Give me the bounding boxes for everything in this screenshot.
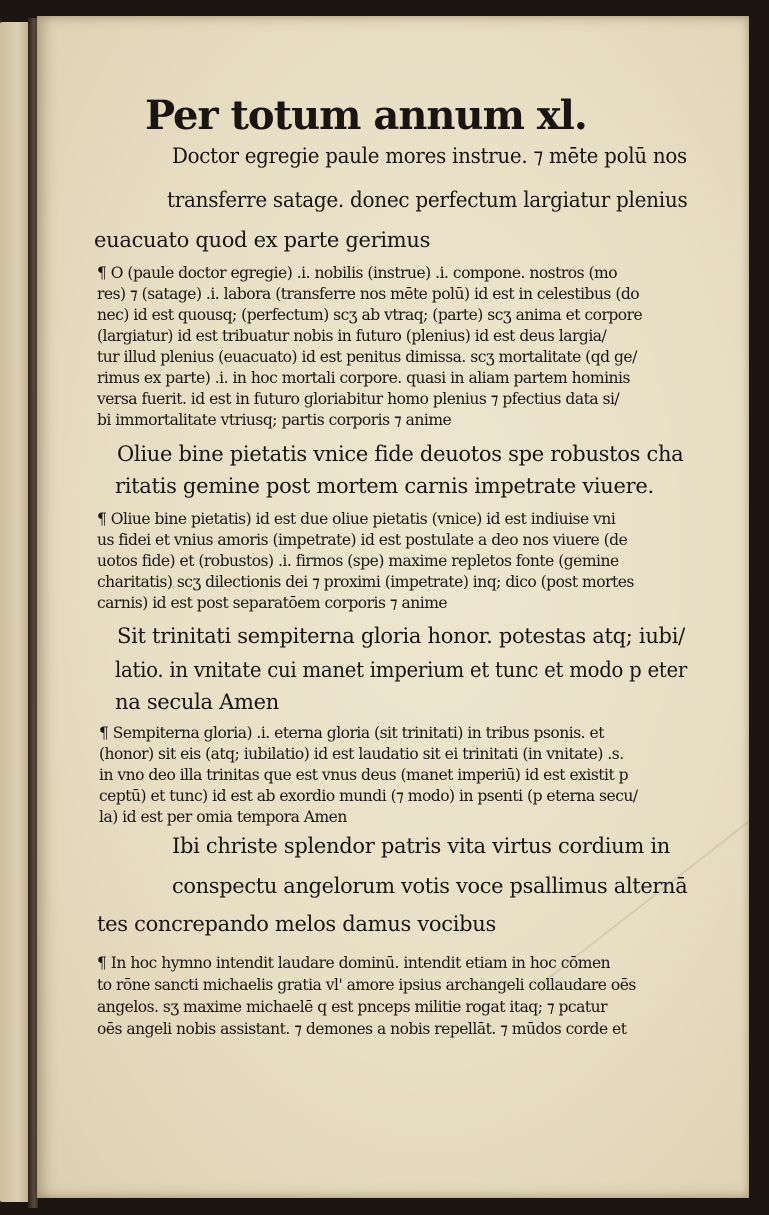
gloss-line: nec) id est quousq; (perfectum) scʒ ab vtraq; (parte) scʒ anima et corpore — [97, 306, 643, 324]
gloss-line: (largiatur) id est tribuatur nobis in futuro (plenius) id est deus largia/ — [97, 327, 607, 345]
hymn-line: tes concrepando melos damus vocibus — [97, 912, 496, 936]
gloss-line: versa fuerit. id est in futuro gloriabitur homo plenius ⁊ pfectius data si/ — [97, 390, 620, 408]
gloss-line: ¶ Oliue bine pietatis) id est due oliue pietatis (vnice) id est indiuise vni — [97, 510, 616, 528]
gloss-line: in vno deo illa trinitas que est vnus deus (manet imperiū) id est existit p — [99, 766, 629, 784]
previous-page-edge — [0, 22, 30, 1202]
gloss-line: oēs angeli nobis assistant. ⁊ demones a nobis repellāt. ⁊ mūdos corde et — [97, 1020, 627, 1038]
gloss-line: tur illud plenius (euacuato) id est penitus dimissa. scʒ mortalitate (qd ge/ — [97, 348, 637, 366]
page-text — [37, 16, 749, 1198]
gloss-line: to rōne sancti michaelis gratia vl' amore ipsius archangeli collaudare oēs — [97, 976, 636, 994]
gloss-line: ceptū) et tunc) id est ab exordio mundi (⁊ modo) in psenti (p eterna secu/ — [99, 787, 638, 805]
hymn-line: transferre satage. donec perfectum largiatur plenius — [167, 188, 688, 212]
gloss-line: charitatis) scʒ dilectionis dei ⁊ proximi (impetrate) inq; dico (post mortes — [97, 573, 634, 591]
gloss-line: ¶ In hoc hymno intendit laudare dominū. intendit etiam in hoc cōmen — [97, 954, 611, 972]
gloss-line: angelos. sʒ maxime michaelē q est pnceps militie rogat itaq; ⁊ pcatur — [97, 998, 607, 1016]
gloss-line: ¶ Sempiterna gloria) .i. eterna gloria (sit trinitati) in tribus psonis. et — [99, 724, 604, 742]
page-title: Per totum annum xl. — [145, 92, 587, 139]
gloss-line: bi immortalitate vtriusq; partis corporis ⁊ anime — [97, 411, 452, 429]
gloss-line: (honor) sit eis (atq; iubilatio) id est laudatio sit ei trinitati (in vnitate) .s. — [99, 745, 624, 763]
gloss-line: la) id est per omia tempora Amen — [99, 808, 347, 826]
hymn-line: latio. in vnitate cui manet imperium et tunc et modo p eter — [115, 658, 688, 682]
hymn-line: Doctor egregie paule mores instrue. ⁊ mēte polū nos — [172, 144, 687, 168]
hymn-line: ritatis gemine post mortem carnis impetrate viuere. — [115, 474, 654, 498]
gloss-line: rimus ex parte) .i. in hoc mortali corpore. quasi in aliam partem hominis — [97, 369, 630, 387]
hymn-line: euacuato quod ex parte gerimus — [94, 228, 431, 252]
hymn-line: Sit trinitati sempiterna gloria honor. potestas atq; iubi/ — [117, 624, 685, 648]
hymn-line: conspectu angelorum votis voce psallimus alternā — [172, 874, 688, 898]
hymn-line: Ibi christe splendor patris vita virtus cordium in — [172, 834, 670, 858]
hymn-line: na secula Amen — [115, 690, 279, 714]
hymn-line: Oliue bine pietatis vnice fide deuotos spe robustos cha — [117, 442, 684, 466]
gloss-line: us fidei et vnius amoris (impetrate) id est postulate a deo nos viuere (de — [97, 531, 628, 549]
gloss-line: res) ⁊ (satage) .i. labora (transferre nos mēte polū) id est in celestibus (do — [97, 285, 640, 303]
gloss-line: ¶ O (paule doctor egregie) .i. nobilis (instrue) .i. compone. nostros (mo — [97, 264, 618, 282]
gloss-line: uotos fide) et (robustos) .i. firmos (spe) maxime repletos fonte (gemine — [97, 552, 619, 570]
gloss-line: carnis) id est post separatōem corporis ⁊ anime — [97, 594, 448, 612]
manuscript-page — [37, 16, 749, 1198]
